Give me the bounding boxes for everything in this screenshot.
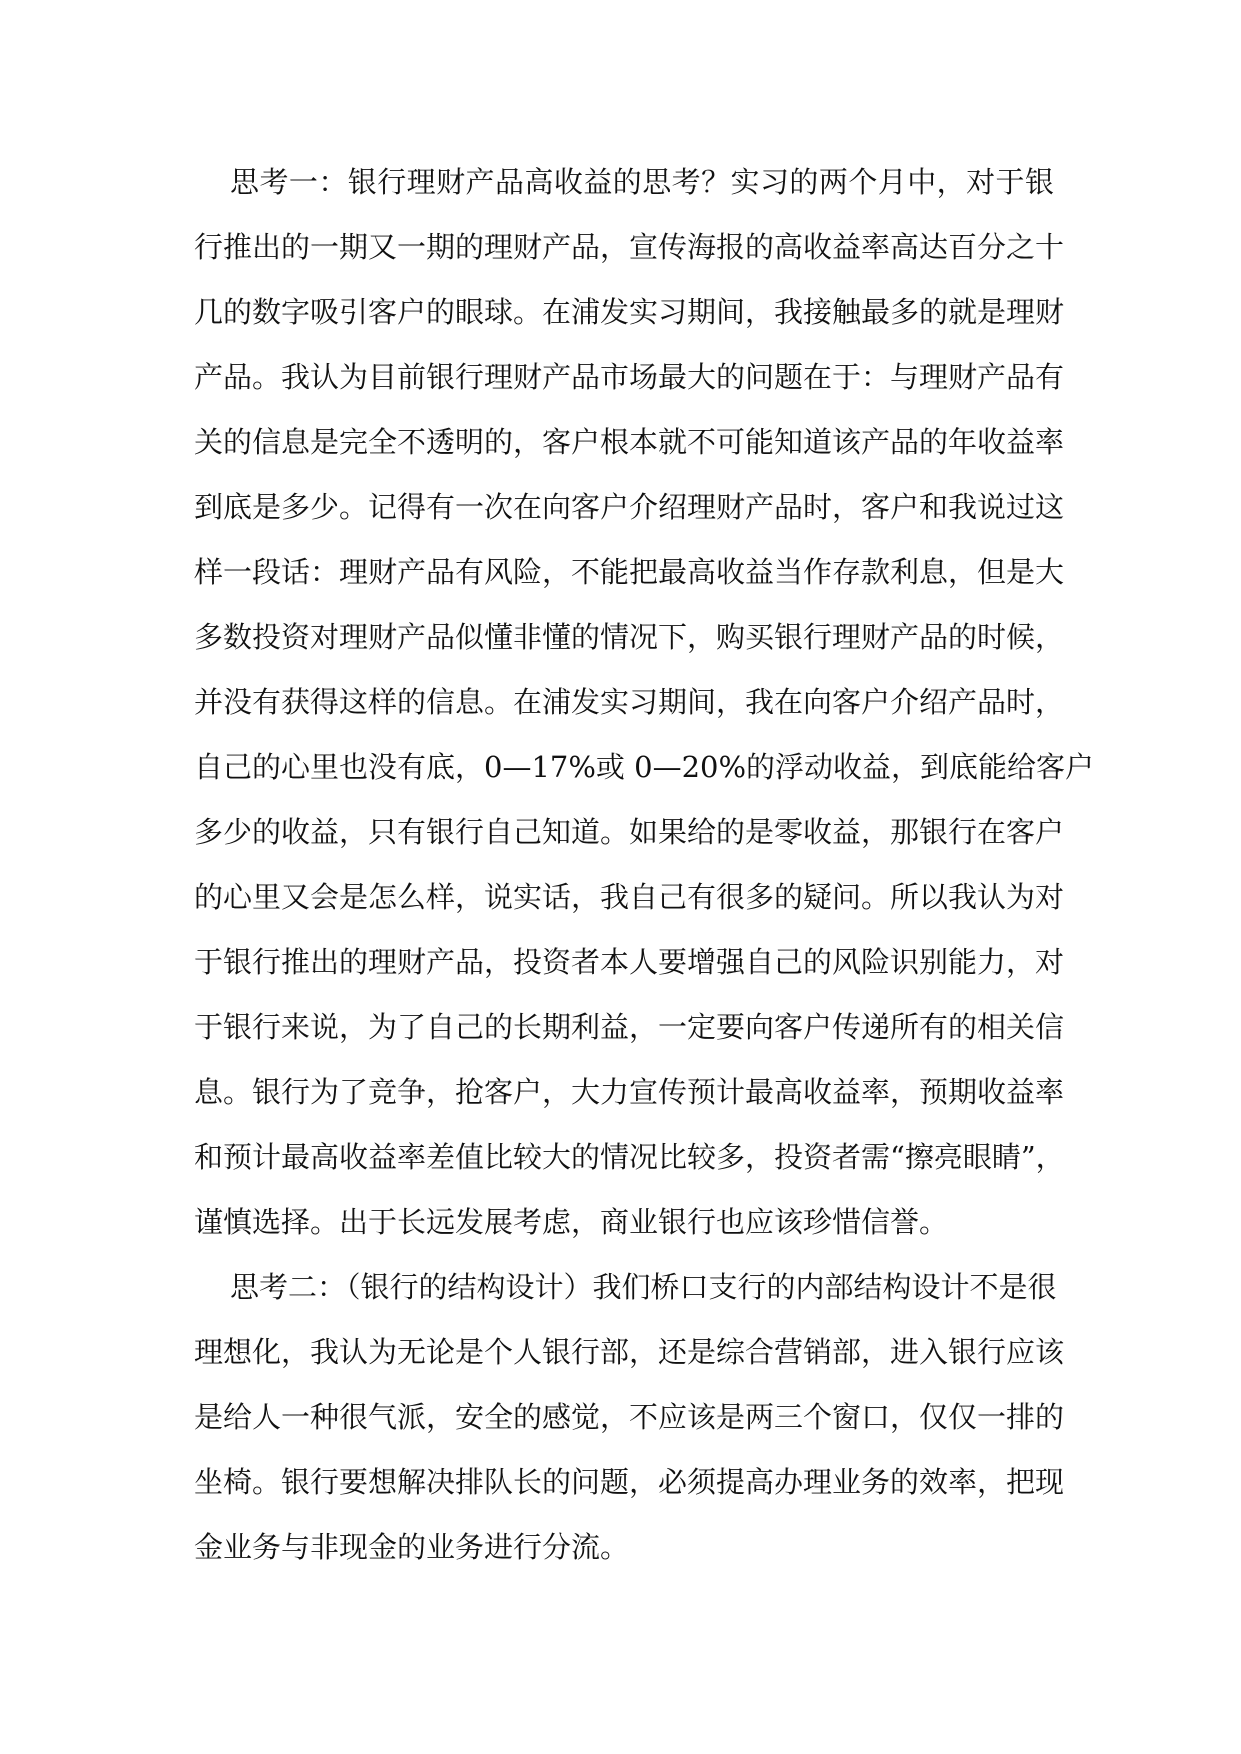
paragraph-line: 于银行来说，为了自己的长期利益，一定要向客户传递所有的相关信 <box>194 1010 1065 1044</box>
paragraph-line: 多数投资对理财产品似懂非懂的情况下，购买银行理财产品的时候， <box>194 620 1065 654</box>
paragraph-line: 自己的心里也没有底，0—17%或 0—20%的浮动收益，到底能给客户 <box>194 750 1095 784</box>
paragraph-line: 理想化，我认为无论是个人银行部，还是综合营销部，进入银行应该 <box>194 1335 1065 1369</box>
paragraph-line: 行推出的一期又一期的理财产品，宣传海报的高收益率高达百分之十 <box>194 230 1065 264</box>
document-body <box>194 150 1095 1580</box>
paragraph-line: 是给人一种很气派，安全的感觉，不应该是两三个窗口，仅仅一排的 <box>194 1400 1065 1434</box>
paragraph-line: 息。银行为了竞争，抢客户，大力宣传预计最高收益率，预期收益率 <box>194 1075 1065 1109</box>
paragraph-line: 思考二：（银行的结构设计）我们桥口支行的内部结构设计不是很 <box>230 1270 1057 1304</box>
paragraph-1 <box>194 150 1095 1255</box>
paragraph-line: 关的信息是完全不透明的，客户根本就不可能知道该产品的年收益率 <box>194 425 1065 459</box>
paragraph-line: 样一段话：理财产品有风险，不能把最高收益当作存款利息，但是大 <box>194 555 1065 589</box>
paragraph-line: 于银行推出的理财产品，投资者本人要增强自己的风险识别能力，对 <box>194 945 1065 979</box>
paragraph-line: 金业务与非现金的业务进行分流。 <box>194 1530 630 1564</box>
paragraph-line: 并没有获得这样的信息。在浦发实习期间，我在向客户介绍产品时， <box>194 685 1065 719</box>
paragraph-line: 谨慎选择。出于长远发展考虑，商业银行也应该珍惜信誉。 <box>194 1205 949 1239</box>
paragraph-line: 的心里又会是怎么样，说实话，我自己有很多的疑问。所以我认为对 <box>194 880 1065 914</box>
paragraph-line: 到底是多少。记得有一次在向客户介绍理财产品时，客户和我说过这 <box>194 490 1065 524</box>
paragraph-line: 坐椅。银行要想解决排队长的问题，必须提高办理业务的效率，把现 <box>194 1465 1065 1499</box>
paragraph-line: 几的数字吸引客户的眼球。在浦发实习期间，我接触最多的就是理财 <box>194 295 1065 329</box>
paragraph-line: 和预计最高收益率差值比较大的情况比较多，投资者需“擦亮眼睛”， <box>194 1140 1065 1174</box>
paragraph-line: 产品。我认为目前银行理财产品市场最大的问题在于：与理财产品有 <box>194 360 1065 394</box>
paragraph-line: 多少的收益，只有银行自己知道。如果给的是零收益，那银行在客户 <box>194 815 1065 849</box>
paragraph-line: 思考一：银行理财产品高收益的思考？实习的两个月中，对于银 <box>230 165 1054 199</box>
paragraph-2 <box>194 1255 1065 1580</box>
